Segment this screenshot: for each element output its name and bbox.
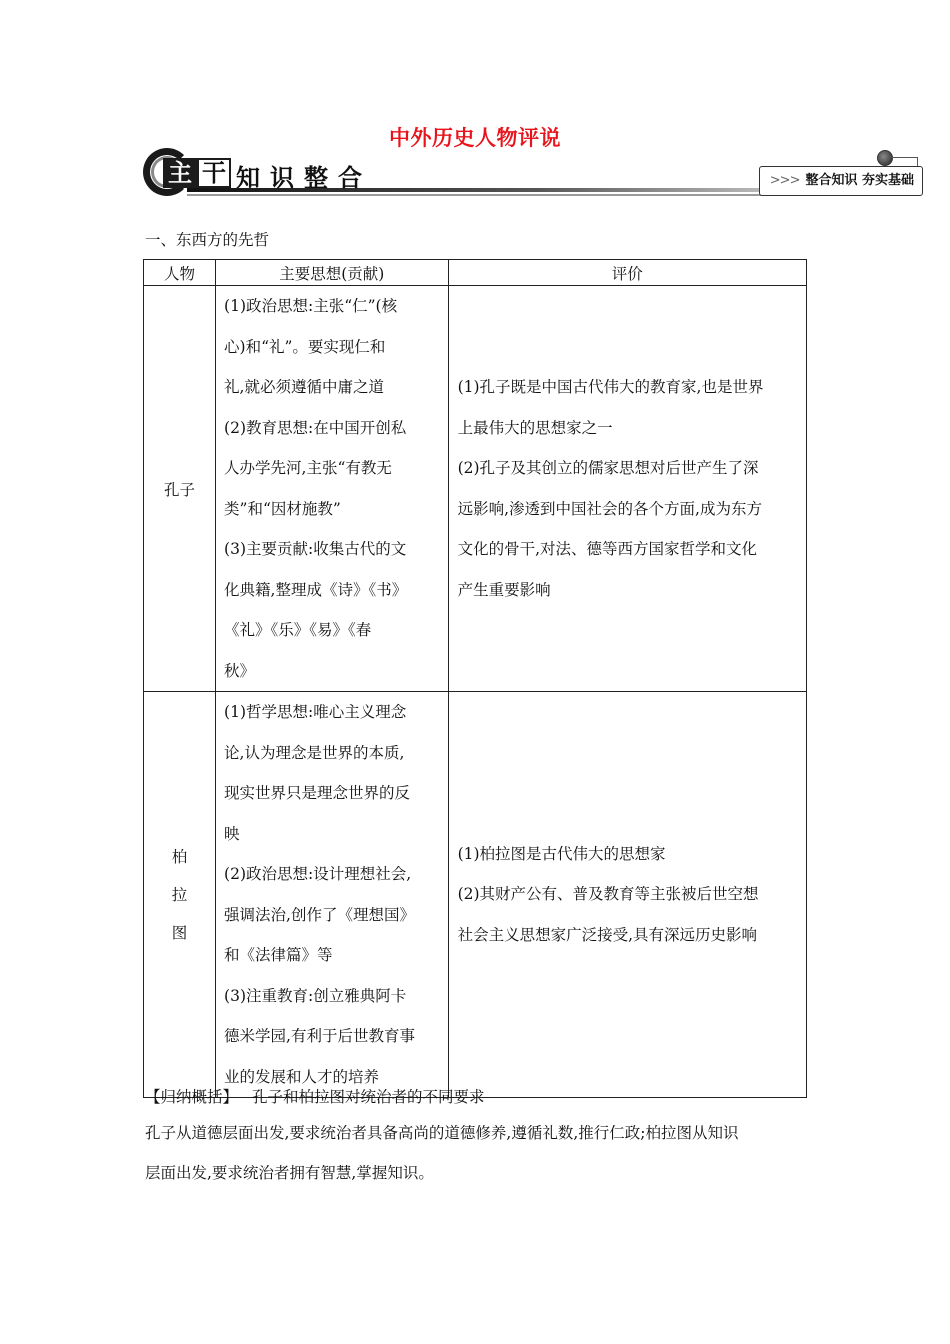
banner-char: 干 <box>197 158 231 188</box>
summary-topic: 孔子和柏拉图对统治者的不同要求 <box>252 1088 485 1106</box>
summary-line: 层面出发,要求统治者拥有智慧,掌握知识。 <box>145 1164 434 1182</box>
table-row <box>144 692 807 1098</box>
person-name-char: 图 <box>171 923 188 942</box>
thought-cell <box>216 692 449 1098</box>
banner-char: 主 <box>163 158 197 188</box>
banner-char: 知 <box>236 164 260 192</box>
section-heading: 一、东西方的先哲 <box>145 231 270 249</box>
thought-line: (1)哲学思想:唯心主义理念 <box>224 703 407 721</box>
summary-body <box>145 1113 815 1193</box>
philosophers-table <box>143 259 807 1098</box>
banner-char: 整 <box>304 164 328 192</box>
banner-tag <box>759 166 923 196</box>
summary-heading <box>145 1085 485 1107</box>
person-name-char: 柏 <box>171 847 188 866</box>
thought-line: (3)注重教育:创立雅典阿卡 <box>224 986 407 1005</box>
thought-line: 心)和“礼”。要实现仁和 <box>224 337 386 356</box>
table-header-row <box>144 260 807 286</box>
evaluation-line: (1)柏拉图是古代伟大的思想家 <box>457 844 666 863</box>
evaluation-line: 产生重要影响 <box>457 580 551 599</box>
evaluation-line: 社会主义思想家广泛接受,具有深远历史影响 <box>457 925 758 944</box>
evaluation-cell <box>448 286 806 692</box>
thought-line: (2)政治思想:设计理想社会, <box>224 865 412 883</box>
person-cell <box>144 286 216 692</box>
thought-line: 化典籍,整理成《诗》《书》 <box>224 580 408 599</box>
thought-line: 秋》 <box>224 661 256 680</box>
thought-cell <box>216 286 449 692</box>
person-name: 孔子 <box>164 480 196 499</box>
banner-tag-text: 整合知识 夯实基础 <box>805 173 914 188</box>
thought-line: 德米学园,有利于后世教育事 <box>224 1027 415 1045</box>
thought-line: 礼,就必须遵循中庸之道 <box>224 378 384 396</box>
summary-line: 孔子从道德层面出发,要求统治者具备高尚的道德修养,遵循礼数,推行仁政;柏拉图从知识 <box>145 1124 739 1142</box>
thought-line: 人办学先河,主张“有教无 <box>224 459 392 477</box>
evaluation-line: (2)其财产公有、普及教育等主张被后世空想 <box>457 885 759 904</box>
thought-line: (2)教育思想:在中国开创私 <box>224 418 407 437</box>
table-header: 评价 <box>448 260 806 286</box>
thought-line: 类”和“因材施教” <box>224 499 341 518</box>
evaluation-line: (1)孔子既是中国古代伟大的教育家,也是世界 <box>457 378 764 396</box>
thought-line: 强调法治,创作了《理想国》 <box>224 905 415 924</box>
person-name-char: 拉 <box>171 885 188 904</box>
evaluation-line: 上最伟大的思想家之一 <box>457 418 613 437</box>
evaluation-line: (2)孔子及其创立的儒家思想对后世产生了深 <box>457 459 759 477</box>
section-banner <box>143 148 923 200</box>
page-title: 中外历史人物评说 <box>389 126 561 150</box>
person-cell <box>144 692 216 1098</box>
thought-line: 现实世界只是理念世界的反 <box>224 784 411 802</box>
thought-line: 映 <box>224 824 240 843</box>
thought-line: (3)主要贡献:收集古代的文 <box>224 540 407 558</box>
table-header: 主要思想(贡献) <box>216 260 449 286</box>
banner-tag-arrows: >>> <box>769 173 800 188</box>
table-header: 人物 <box>144 260 216 286</box>
summary-label: 【归纳概括】 <box>145 1088 239 1106</box>
thought-line: 《礼》《乐》《易》《春 <box>224 621 372 639</box>
evaluation-cell <box>448 692 806 1098</box>
thought-line: 业的发展和人才的培养 <box>224 1067 380 1086</box>
evaluation-line: 文化的骨干,对法、德等西方国家哲学和文化 <box>457 540 758 558</box>
table-row <box>144 286 807 692</box>
banner-char: 合 <box>338 164 362 192</box>
banner-char: 识 <box>270 164 294 192</box>
thought-line: 和《法律篇》等 <box>224 946 333 964</box>
evaluation-line: 远影响,渗透到中国社会的各个方面,成为东方 <box>457 499 762 518</box>
thought-line: (1)政治思想:主张“仁”(核 <box>224 297 398 315</box>
banner-heading <box>163 158 367 193</box>
thought-line: 论,认为理念是世界的本质, <box>224 743 405 762</box>
